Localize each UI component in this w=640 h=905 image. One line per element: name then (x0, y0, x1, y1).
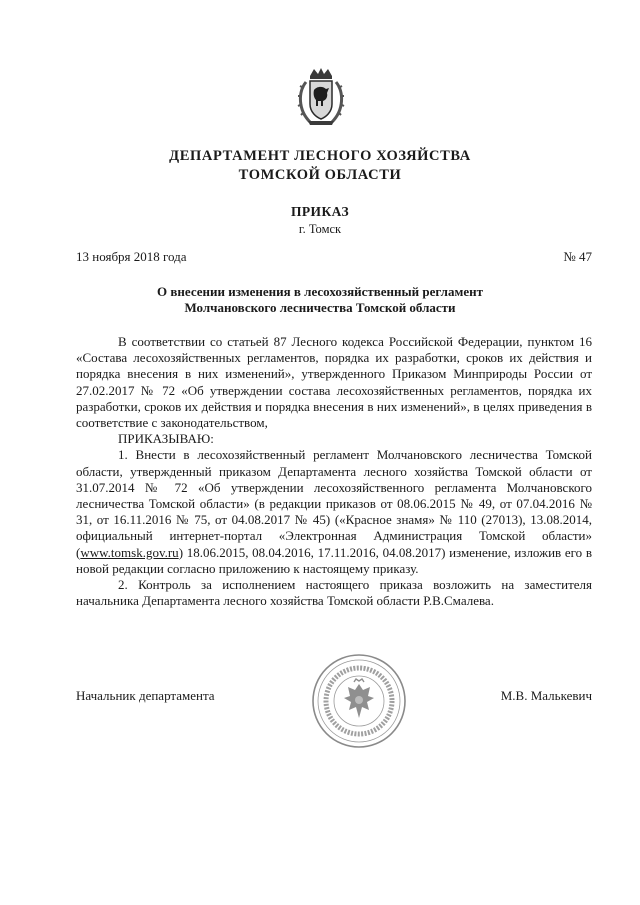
order-word: ПРИКАЗЫВАЮ: (118, 431, 214, 447)
item-1-paragraph (76, 447, 592, 577)
order-title: ПРИКАЗ (291, 204, 349, 219)
item-1-text-end: ) 18.06.2015, 08.04.2016, 17.11.2016, 04.08.2017) изменение, изложив его в новой редакции согласно приложению к настоящему приказу. (76, 544, 592, 576)
order-subject-line2: Молчановского лесничества Томской области (184, 300, 456, 315)
department-title-line1: ДЕПАРТАМЕНТ ЛЕСНОГО ХОЗЯЙСТВА (169, 148, 471, 164)
order-body (76, 334, 592, 609)
order-subject-line1: О внесении изменения в лесохозяйственный регламент (157, 284, 483, 299)
preamble-paragraph: В соответствии со статьей 87 Лесного кодекса Российской Федерации, пунктом 16 «Состава лесохозяйственных регламентов, порядка их разработки, сроков их действия и порядка внесения в них изменений», утвержденного Приказом Минприроды России от 27.02.2017 № 72 «Об утверждении состава лесохозяйственных регламентов, порядка их разработки, сроков их действия и порядка внесения в них изменений», в целях приведения в соответствие с законодательством, (76, 334, 592, 431)
coat-of-arms-icon (296, 66, 346, 128)
signatory-name: М.В. Малькевич (500, 688, 592, 703)
order-number: № 47 (563, 249, 592, 264)
order-subject (60, 284, 580, 316)
department-title-line2: ТОМСКОЙ ОБЛАСТИ (238, 167, 402, 183)
official-seal-icon (310, 652, 408, 750)
city: г. Томск (298, 222, 342, 236)
item-2-paragraph: 2. Контроль за исполнением настоящего приказа возложить на заместителя начальника Департамента лесного хозяйства Томской области Р.В.Смалева. (76, 577, 592, 609)
portal-link[interactable]: www.tomsk.gov.ru (80, 544, 179, 560)
department-title (60, 147, 580, 185)
item-1-text-start: 1. Внести в лесохозяйственный регламент Молчановского лесничества Томской области, утвержденный приказом Департамента лесного хозяйства Томской области от 31.07.2014 № 72 «Об утверждении лесохозяйственного регламента Молчановского лесничества Томской области» (в редакции приказов от 08.06.2015 № 49, от 07.04.2016 № 31, от 16.11.2016 № 75, от 04.08.2017 № 45) («Красное знамя» № 110 (27013), 13.08.2014, официальный интернет-портал «Электронная Администрация Томской области» ( (76, 447, 592, 560)
order-date: 13 ноября 2018 года (76, 249, 187, 264)
signatory-role: Начальник департамента (76, 688, 215, 703)
